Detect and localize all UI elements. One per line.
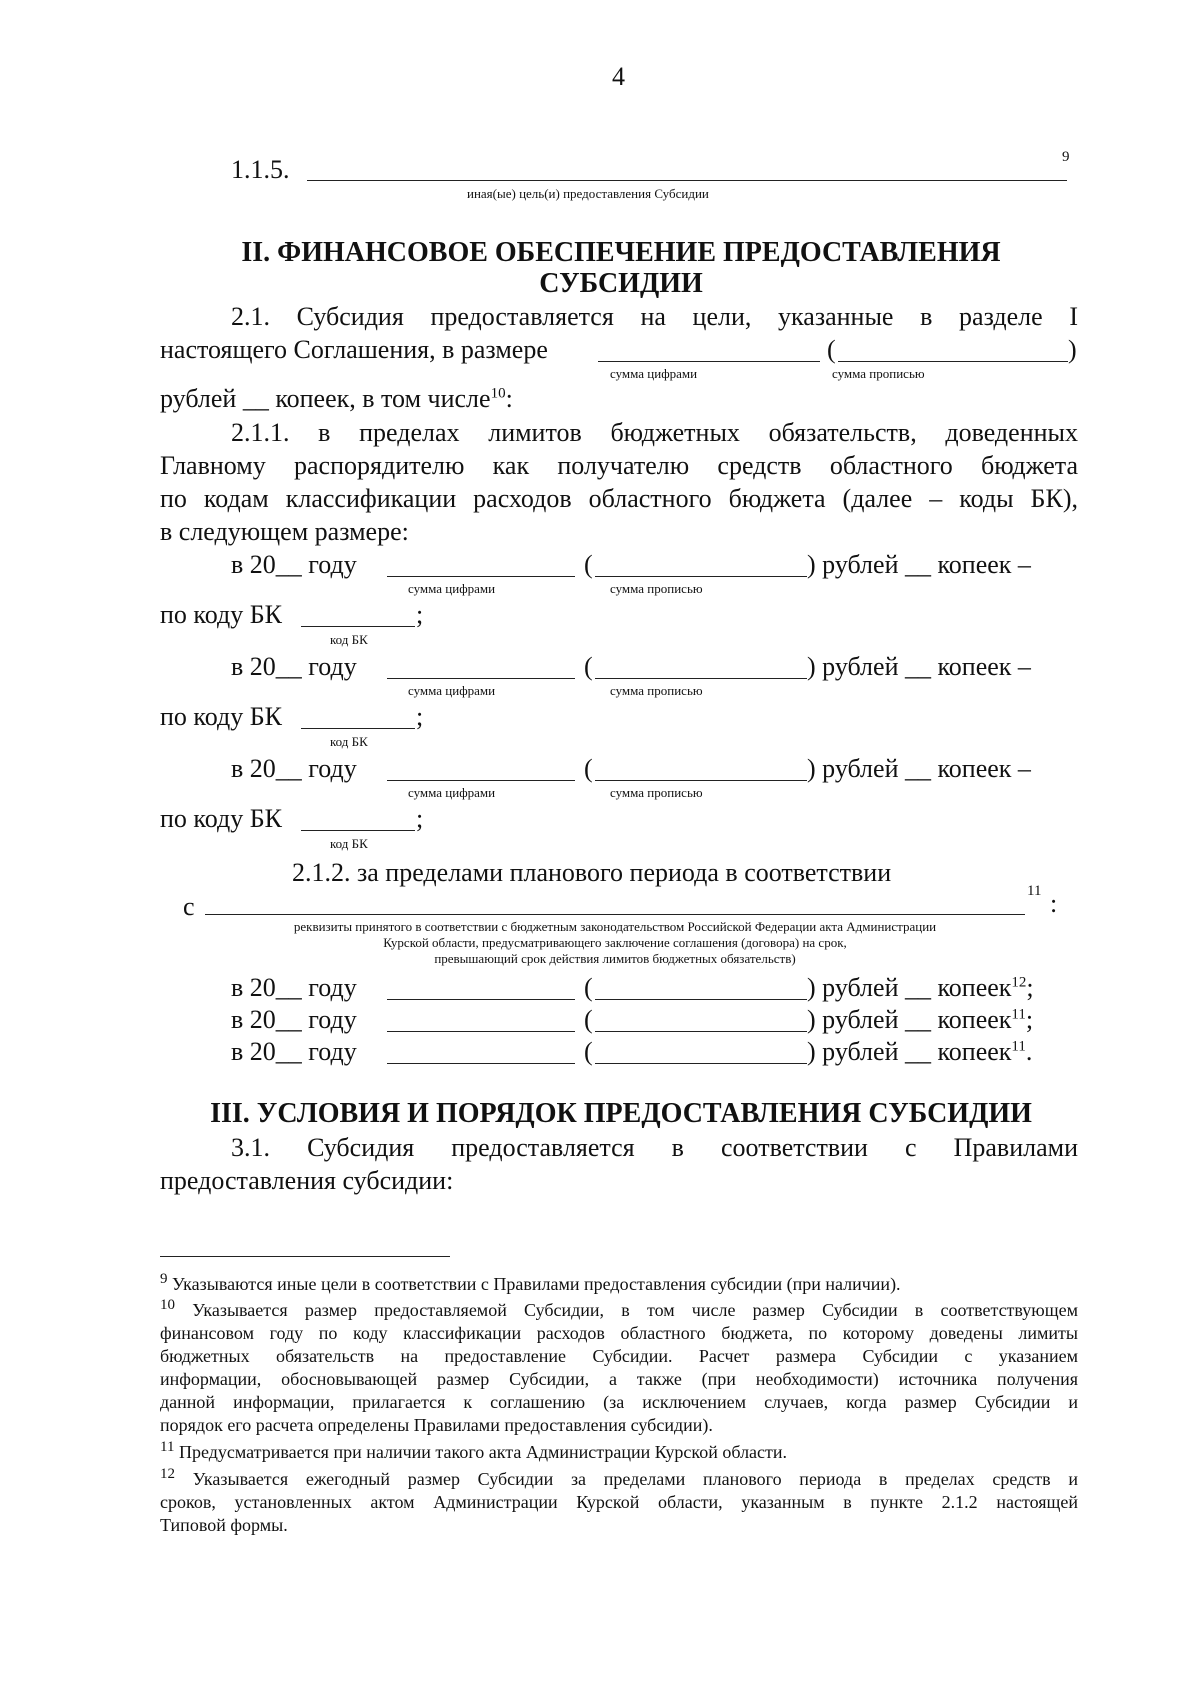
footnote-12-num: 12 bbox=[160, 1466, 175, 1482]
footnote-ref-11-c: 11 bbox=[1011, 1038, 1026, 1055]
code-row-1-semicolon: ; bbox=[416, 600, 424, 629]
year-row-2-caption-words: сумма прописью bbox=[610, 683, 703, 698]
footnote-11 bbox=[160, 1441, 787, 1464]
code-row-2-caption: код БК bbox=[330, 734, 368, 749]
beyond-row-3-digits-blank bbox=[387, 1063, 575, 1064]
beyond-row-3-end: . bbox=[1025, 1037, 1033, 1066]
ref-11-text: 11 bbox=[1027, 883, 1042, 899]
beyond-row-2-prefix: в 20__ году bbox=[231, 1005, 357, 1034]
year-row-2-tail: ) рублей __ копеек – bbox=[807, 652, 1031, 681]
footnote-9 bbox=[160, 1273, 901, 1296]
year-row-1-words-blank bbox=[595, 576, 807, 577]
year-row-1-open-paren: ( bbox=[584, 550, 593, 579]
code-row-2-label: по коду БК bbox=[160, 702, 282, 731]
footnote-9-text: Указываются иные цели в соответствии с Правилами предоставления субсидии (при наличии). bbox=[172, 1274, 901, 1294]
beyond-row-3-prefix: в 20__ году bbox=[231, 1037, 357, 1066]
paragraph-2-1-2-line1: 2.1.2. за пределами планового периода в соответствии bbox=[292, 858, 892, 887]
year-row-2-open-paren: ( bbox=[584, 652, 593, 681]
rub-kop-text: рублей __ копеек, в том числе bbox=[160, 384, 491, 413]
code-row-3-semicolon: ; bbox=[416, 804, 424, 833]
act-caption-line2: Курской области, предусматривающего заключение соглашения (договора) на срок, bbox=[383, 935, 847, 950]
section-2-heading-line2: СУБСИДИИ bbox=[539, 268, 703, 299]
code-row-1-blank bbox=[301, 626, 415, 627]
footnote-11-num: 11 bbox=[160, 1439, 175, 1455]
amount-words-blank bbox=[838, 361, 1068, 362]
act-requisites-colon: : bbox=[1050, 889, 1058, 918]
footnote-10-line6: порядок его расчета определены Правилами предоставления субсидии). bbox=[160, 1415, 713, 1435]
year-row-1-digits-blank bbox=[387, 576, 575, 577]
clause-1-1-5-number: 1.1.5. bbox=[231, 155, 290, 184]
footnote-10-line4: информации, обосновывающей размер Субсидии, а также (при необходимости) источника получения bbox=[160, 1369, 1078, 1389]
amount-digits-blank bbox=[598, 361, 820, 362]
footnote-separator bbox=[160, 1256, 450, 1257]
footnote-12-line3: Типовой формы. bbox=[160, 1515, 288, 1535]
caption-digits: сумма цифрами bbox=[610, 366, 698, 381]
paragraph-2-1-1-line3: по кодам классификации расходов областного бюджета (далее – коды БК), bbox=[160, 484, 1078, 513]
beyond-row-1-text: ) рублей __ копеек bbox=[807, 973, 1012, 1002]
footnote-10-text1: Указывается размер предоставляемой Субсидии, в том числе размер Субсидии в соответствующем bbox=[192, 1300, 1078, 1320]
clause-1-1-5-blank bbox=[307, 180, 1067, 181]
footnote-11-text: Предусматривается при наличии такого акта Администрации Курской области. bbox=[178, 1442, 788, 1462]
footnote-ref-11-b: 11 bbox=[1011, 1006, 1026, 1023]
code-row-1-label: по коду БК bbox=[160, 600, 282, 629]
year-row-2-prefix: в 20__ году bbox=[231, 652, 357, 681]
footnote-10-num: 10 bbox=[160, 1297, 175, 1313]
year-row-2-digits-blank bbox=[387, 678, 575, 679]
footnote-ref-11-a bbox=[1027, 884, 1041, 899]
code-row-2-semicolon: ; bbox=[416, 702, 424, 731]
footnote-12-text1: Указывается ежегодный размер Субсидии за пределами планового периода в пределах средств и bbox=[192, 1469, 1079, 1489]
paragraph-2-1-line2: настоящего Соглашения, в размере bbox=[160, 335, 548, 364]
paragraph-3-1-line1: 3.1. Субсидия предоставляется в соответствии с Правилами bbox=[231, 1133, 1078, 1162]
code-row-3-label: по коду БК bbox=[160, 804, 282, 833]
year-row-1-caption-words: сумма прописью bbox=[610, 581, 703, 596]
beyond-row-3-tail bbox=[807, 1037, 1032, 1067]
act-caption-line1: реквизиты принятого в соответствии с бюджетным законодательством Российской Федерации акта Администрации bbox=[293, 919, 937, 934]
paragraph-3-1-line2: предоставления субсидии: bbox=[160, 1166, 454, 1195]
section-2-heading-line1: II. ФИНАНСОВОЕ ОБЕСПЕЧЕНИЕ ПРЕДОСТАВЛЕНИЯ bbox=[241, 237, 1001, 268]
paragraph-2-1-1-line4: в следующем размере: bbox=[160, 517, 409, 546]
paragraph-2-1-1-line2: Главному распорядителю как получателю средств областного бюджета bbox=[160, 451, 1078, 480]
section-3-heading: III. УСЛОВИЯ И ПОРЯДОК ПРЕДОСТАВЛЕНИЯ СУБСИДИИ bbox=[210, 1098, 1032, 1129]
beyond-row-2-tail bbox=[807, 1005, 1033, 1035]
year-row-3-digits-blank bbox=[387, 780, 575, 781]
beyond-row-1-open-paren: ( bbox=[584, 973, 593, 1002]
paragraph-2-1-line3: рублей __ копеек, в том числе$^{10}$: bbox=[160, 384, 513, 413]
caption-words: сумма прописью bbox=[832, 366, 925, 381]
beyond-row-1-tail bbox=[807, 973, 1034, 1003]
year-row-2-words-blank bbox=[595, 678, 807, 679]
footnote-10-line2: финансовом году по коду классификации расходов областного бюджета, по которому доведены лимиты bbox=[160, 1323, 1078, 1343]
year-row-3-caption-words: сумма прописью bbox=[610, 785, 703, 800]
footnote-12-line1 bbox=[160, 1468, 1078, 1491]
year-row-2-caption-digits: сумма цифрами bbox=[408, 683, 496, 698]
act-requisites-blank bbox=[205, 914, 1025, 915]
beyond-row-2-open-paren: ( bbox=[584, 1005, 593, 1034]
footnote-ref-10: 10 bbox=[490, 385, 506, 402]
act-caption-line3: превышающий срок действия лимитов бюджетных обязательств) bbox=[434, 951, 796, 966]
year-row-3-words-blank bbox=[595, 780, 807, 781]
footnote-10-line1 bbox=[160, 1299, 1078, 1322]
beyond-row-2-text: ) рублей __ копеек bbox=[807, 1005, 1012, 1034]
paragraph-2-1-2-c: с bbox=[183, 892, 195, 921]
beyond-row-3-words-blank bbox=[595, 1063, 807, 1064]
paragraph-2-1-1-line1: 2.1.1. в пределах лимитов бюджетных обязательств, доведенных bbox=[231, 418, 1078, 447]
year-row-3-tail: ) рублей __ копеек – bbox=[807, 754, 1031, 783]
code-row-1-caption: код БК bbox=[330, 632, 368, 647]
year-row-1-prefix: в 20__ году bbox=[231, 550, 357, 579]
beyond-row-1-words-blank bbox=[595, 999, 807, 1000]
footnote-ref-12: 12 bbox=[1011, 974, 1027, 991]
beyond-row-1-digits-blank bbox=[387, 999, 575, 1000]
footnote-10-line5: данной информации, прилагается к соглашению (за исключением случаев, когда размер Субсидии и bbox=[160, 1392, 1078, 1412]
beyond-row-2-end: ; bbox=[1025, 1005, 1034, 1034]
year-row-3-open-paren: ( bbox=[584, 754, 593, 783]
footnote-12-line2: сроков, установленных актом Администрации Курской области, указанным в пункте 2.1.2 настоящей bbox=[160, 1492, 1078, 1512]
year-row-1-caption-digits: сумма цифрами bbox=[408, 581, 496, 596]
paragraph-2-1-line1: 2.1. Субсидия предоставляется на цели, указанные в разделе I bbox=[231, 302, 1078, 331]
year-row-1-tail: ) рублей __ копеек – bbox=[807, 550, 1031, 579]
footnote-ref-9: 9 bbox=[1062, 149, 1070, 165]
footnote-10-line3: бюджетных обязательств на предоставление Субсидии. Расчет размера Субсидии с указанием bbox=[160, 1346, 1078, 1366]
beyond-row-1-prefix: в 20__ году bbox=[231, 973, 357, 1002]
code-row-3-caption: код БК bbox=[330, 836, 368, 851]
footnote-9-num: 9 bbox=[160, 1271, 168, 1287]
open-paren: ( bbox=[827, 335, 836, 364]
beyond-row-2-words-blank bbox=[595, 1031, 807, 1032]
code-row-3-blank bbox=[301, 830, 415, 831]
close-paren: ) bbox=[1068, 335, 1077, 364]
beyond-row-3-text: ) рублей __ копеек bbox=[807, 1037, 1012, 1066]
clause-1-1-5-caption: иная(ые) цель(и) предоставления Субсидии bbox=[467, 186, 709, 201]
beyond-row-3-open-paren: ( bbox=[584, 1037, 593, 1066]
year-row-3-prefix: в 20__ году bbox=[231, 754, 357, 783]
beyond-row-1-end: ; bbox=[1026, 973, 1034, 1002]
year-row-3-caption-digits: сумма цифрами bbox=[408, 785, 496, 800]
beyond-row-2-digits-blank bbox=[387, 1031, 575, 1032]
page-number: 4 bbox=[612, 62, 625, 91]
code-row-2-blank bbox=[301, 728, 415, 729]
